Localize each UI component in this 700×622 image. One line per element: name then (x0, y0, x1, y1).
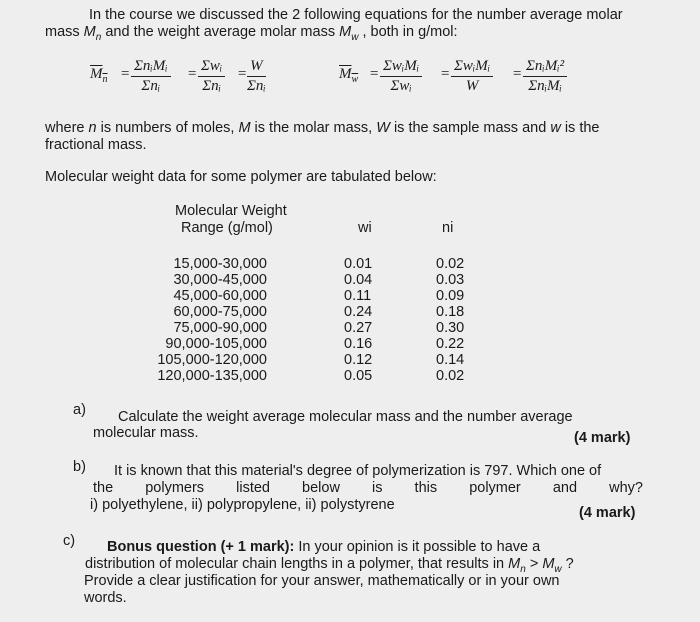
eq-mw-fraction-1: ΣwᵢMᵢ Σwᵢ (380, 57, 422, 96)
intro-line-1: In the course we discussed the 2 following equations for the number average molar (89, 7, 623, 23)
intro-line-2: mass $M_n$ and the weight average molar mass $M_w$ , both in g/mol: (45, 24, 458, 43)
table-cell-ni: 0.18 (436, 304, 465, 320)
eq-mn-lhs: $M_n$ (90, 66, 108, 85)
table-cell-wi: 0.01 (344, 256, 373, 272)
eq-mw-equals-2: = (440, 66, 451, 82)
table-header-ni: ni (442, 220, 454, 236)
definitions-line-1: where n is numbers of moles, M is the molar mass, W is the sample mass and w is the (45, 120, 600, 136)
definitions-line-2: fractional mass. (45, 137, 147, 153)
question-b-line-2: the polymers listed below is this polymer and why? (93, 480, 643, 496)
question-b-marks: (4 mark) (579, 505, 636, 521)
eq-mn-fraction-2: Σwᵢ Σnᵢ (198, 57, 225, 96)
table-cell-range: 60,000-75,000 (173, 304, 267, 320)
eq-mw-lhs: $M_w$ (339, 66, 359, 85)
table-header-range-line-2: Range (g/mol) (181, 220, 273, 236)
eq-mn-equals-1: = (120, 66, 131, 82)
question-c-line-4: words. (84, 590, 127, 606)
table-cell-wi: 0.24 (344, 304, 373, 320)
table-cell-ni: 0.03 (436, 272, 465, 288)
table-cell-range: 75,000-90,000 (173, 320, 267, 336)
table-cell-wi: 0.27 (344, 320, 373, 336)
table-cell-wi: 0.16 (344, 336, 373, 352)
mw-symbol: $M_w$ (339, 24, 359, 43)
mn-symbol: $M_n$ (83, 24, 102, 43)
eq-mw-fraction-3: ΣnᵢMᵢ² ΣnᵢMᵢ (523, 57, 567, 96)
eq-mw-equals-1: = (369, 66, 380, 82)
table-cell-ni: 0.02 (436, 256, 465, 272)
table-column-wi (344, 256, 372, 384)
question-a-line-1: Calculate the weight average molecular mass and the number average (118, 409, 573, 425)
question-c-line-3: Provide a clear justification for your answer, mathematically or in your own (84, 573, 560, 589)
table-cell-wi: 0.11 (344, 288, 372, 304)
table-column-range (157, 256, 267, 384)
eq-mn-equals-3: = (237, 66, 248, 82)
question-a-marks: (4 mark) (574, 430, 631, 446)
table-cell-range: 105,000-120,000 (157, 352, 267, 368)
eq-mn-equals-2: = (187, 66, 198, 82)
eq-mw-fraction-2: ΣwᵢMᵢ W (451, 57, 493, 96)
table-cell-range: 120,000-135,000 (157, 368, 267, 384)
table-cell-wi: 0.12 (344, 352, 373, 368)
eq-mw-equals-3: = (512, 66, 523, 82)
question-b-line-3: i) polyethylene, ii) polypropylene, ii) polystyrene (90, 497, 395, 513)
question-c-label: c) (63, 533, 76, 549)
table-cell-ni: 0.22 (436, 336, 465, 352)
table-header-range-line-1: Molecular Weight (175, 203, 287, 219)
question-b-label: b) (73, 459, 86, 475)
table-cell-range: 15,000-30,000 (173, 256, 267, 272)
question-a-line-2: molecular mass. (93, 425, 199, 441)
table-cell-wi: 0.04 (344, 272, 373, 288)
table-intro: Molecular weight data for some polymer are tabulated below: (45, 169, 437, 185)
question-a-label: a) (73, 402, 86, 418)
table-header-wi: wi (358, 220, 372, 236)
table-cell-range: 45,000-60,000 (173, 288, 267, 304)
table-column-ni (436, 256, 464, 384)
eq-mn-fraction-1: ΣnᵢMᵢ Σnᵢ (131, 57, 171, 96)
table-cell-ni: 0.30 (436, 320, 465, 336)
table-cell-range: 30,000-45,000 (173, 272, 267, 288)
eq-mn-fraction-3: W Σnᵢ (247, 58, 266, 94)
question-c-line-2: distribution of molecular chain lengths in a polymer, that results in $M_n > M_w$ ? (85, 556, 574, 575)
table-cell-ni: 0.09 (436, 288, 465, 304)
table-cell-range: 90,000-105,000 (165, 336, 267, 352)
question-c-line-1: Bonus question (+ 1 mark): In your opinion is it possible to have a (107, 539, 541, 555)
table-cell-ni: 0.02 (436, 368, 465, 384)
question-b-line-1: It is known that this material's degree of polymerization is 797. Which one of (114, 463, 602, 479)
table-cell-ni: 0.14 (436, 352, 465, 368)
table-cell-wi: 0.05 (344, 368, 373, 384)
